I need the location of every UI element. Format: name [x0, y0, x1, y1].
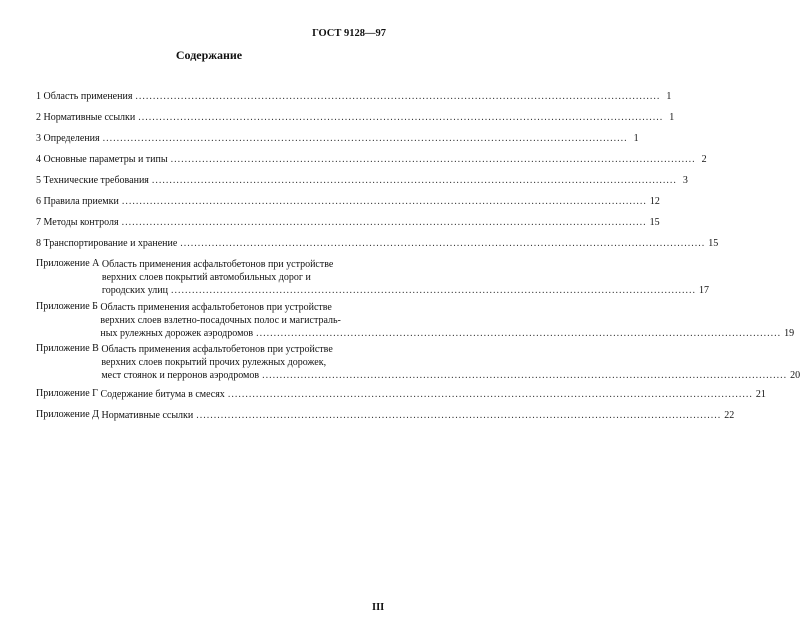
appendix-prefix: Приложение Г	[36, 388, 98, 399]
toc-entry	[36, 237, 719, 250]
dot-leader	[228, 388, 753, 401]
dot-leader	[180, 237, 705, 250]
toc-entry-text: 3 Определения	[36, 133, 100, 144]
appendix-title-line: Область применения асфальтобетонов при устройстве	[100, 302, 332, 313]
toc-entry	[36, 153, 707, 166]
dot-leader	[135, 90, 660, 103]
toc-entry-page: 22	[724, 410, 735, 421]
toc-title: Содержание	[175, 48, 243, 62]
toc-appendix	[36, 258, 709, 297]
dot-leader	[171, 284, 696, 297]
toc-entry-page: 2	[701, 154, 707, 165]
toc-entry-page: 12	[649, 196, 660, 207]
toc-appendix	[36, 409, 735, 422]
appendix-prefix: Приложение Б	[36, 301, 98, 312]
toc-entry-page: 15	[649, 217, 660, 228]
toc-appendix	[36, 343, 800, 382]
appendix-title-line: Область применения асфальтобетонов при устройстве	[101, 259, 334, 270]
dot-leader	[122, 195, 647, 208]
toc-entry-page: 1	[669, 112, 675, 123]
dot-leader	[262, 369, 787, 382]
toc-entry-text: 2 Нормативные ссылки	[36, 112, 136, 123]
page-number: III	[372, 602, 385, 613]
toc-entry-page: 3	[682, 175, 688, 186]
toc-entry-text: 5 Технические требования	[36, 175, 149, 186]
standard-code: ГОСТ 9128—97	[312, 28, 386, 39]
toc-appendix	[36, 388, 766, 401]
toc-entry-text: 8 Транспортирование и хранение	[36, 238, 178, 249]
appendix-title-line: верхних слоев покрытий прочих рулежных дорожек,	[101, 357, 327, 368]
toc-entry-page: 1	[633, 133, 639, 144]
toc-entry	[36, 195, 660, 208]
toc-entry-text: 6 Правила приемки	[36, 196, 119, 207]
toc-entry-text: 7 Методы контроля	[36, 217, 119, 228]
dot-leader	[256, 327, 781, 340]
appendix-prefix: Приложение Д	[36, 409, 99, 420]
toc-appendix	[36, 301, 795, 340]
dot-leader	[122, 216, 647, 229]
appendix-title-line: Область применения асфальтобетонов при устройстве	[101, 344, 333, 355]
appendix-title-line: Содержание битума в смесях	[100, 389, 225, 400]
appendix-title-line: верхних слоев взлетно-посадочных полос и магистраль-	[100, 315, 341, 326]
toc-entry	[36, 111, 675, 124]
dot-leader	[138, 111, 663, 124]
toc-entry-page: 17	[698, 285, 709, 296]
toc-entry-text: 1 Область применения	[36, 91, 133, 102]
dot-leader	[171, 153, 696, 166]
toc-entry-page: 19	[784, 328, 795, 339]
toc-entry-page: 15	[708, 238, 719, 249]
appendix-title-line: Нормативные ссылки	[101, 410, 194, 421]
dot-leader	[152, 174, 677, 187]
appendix-title-line: ных рулежных дорожек аэродромов	[100, 328, 254, 339]
toc-entry	[36, 174, 688, 187]
toc-entry-page: 21	[755, 389, 766, 400]
appendix-prefix: Приложение В	[36, 343, 99, 354]
appendix-prefix: Приложение А	[36, 258, 100, 269]
appendix-title-line: городских улиц	[101, 285, 168, 296]
appendix-title-line: верхних слоев покрытий автомобильных дорог и	[101, 272, 311, 283]
toc-entry	[36, 90, 672, 103]
toc-entry-text: 4 Основные параметры и типы	[36, 154, 168, 165]
appendix-title-line: мест стоянок и перронов аэродромов	[101, 370, 260, 381]
dot-leader	[103, 132, 628, 145]
toc-entry-page: 20	[790, 370, 800, 381]
toc-entry	[36, 216, 660, 229]
toc-entry-page: 1	[666, 91, 672, 102]
dot-leader	[196, 409, 721, 422]
toc-entry	[36, 132, 639, 145]
